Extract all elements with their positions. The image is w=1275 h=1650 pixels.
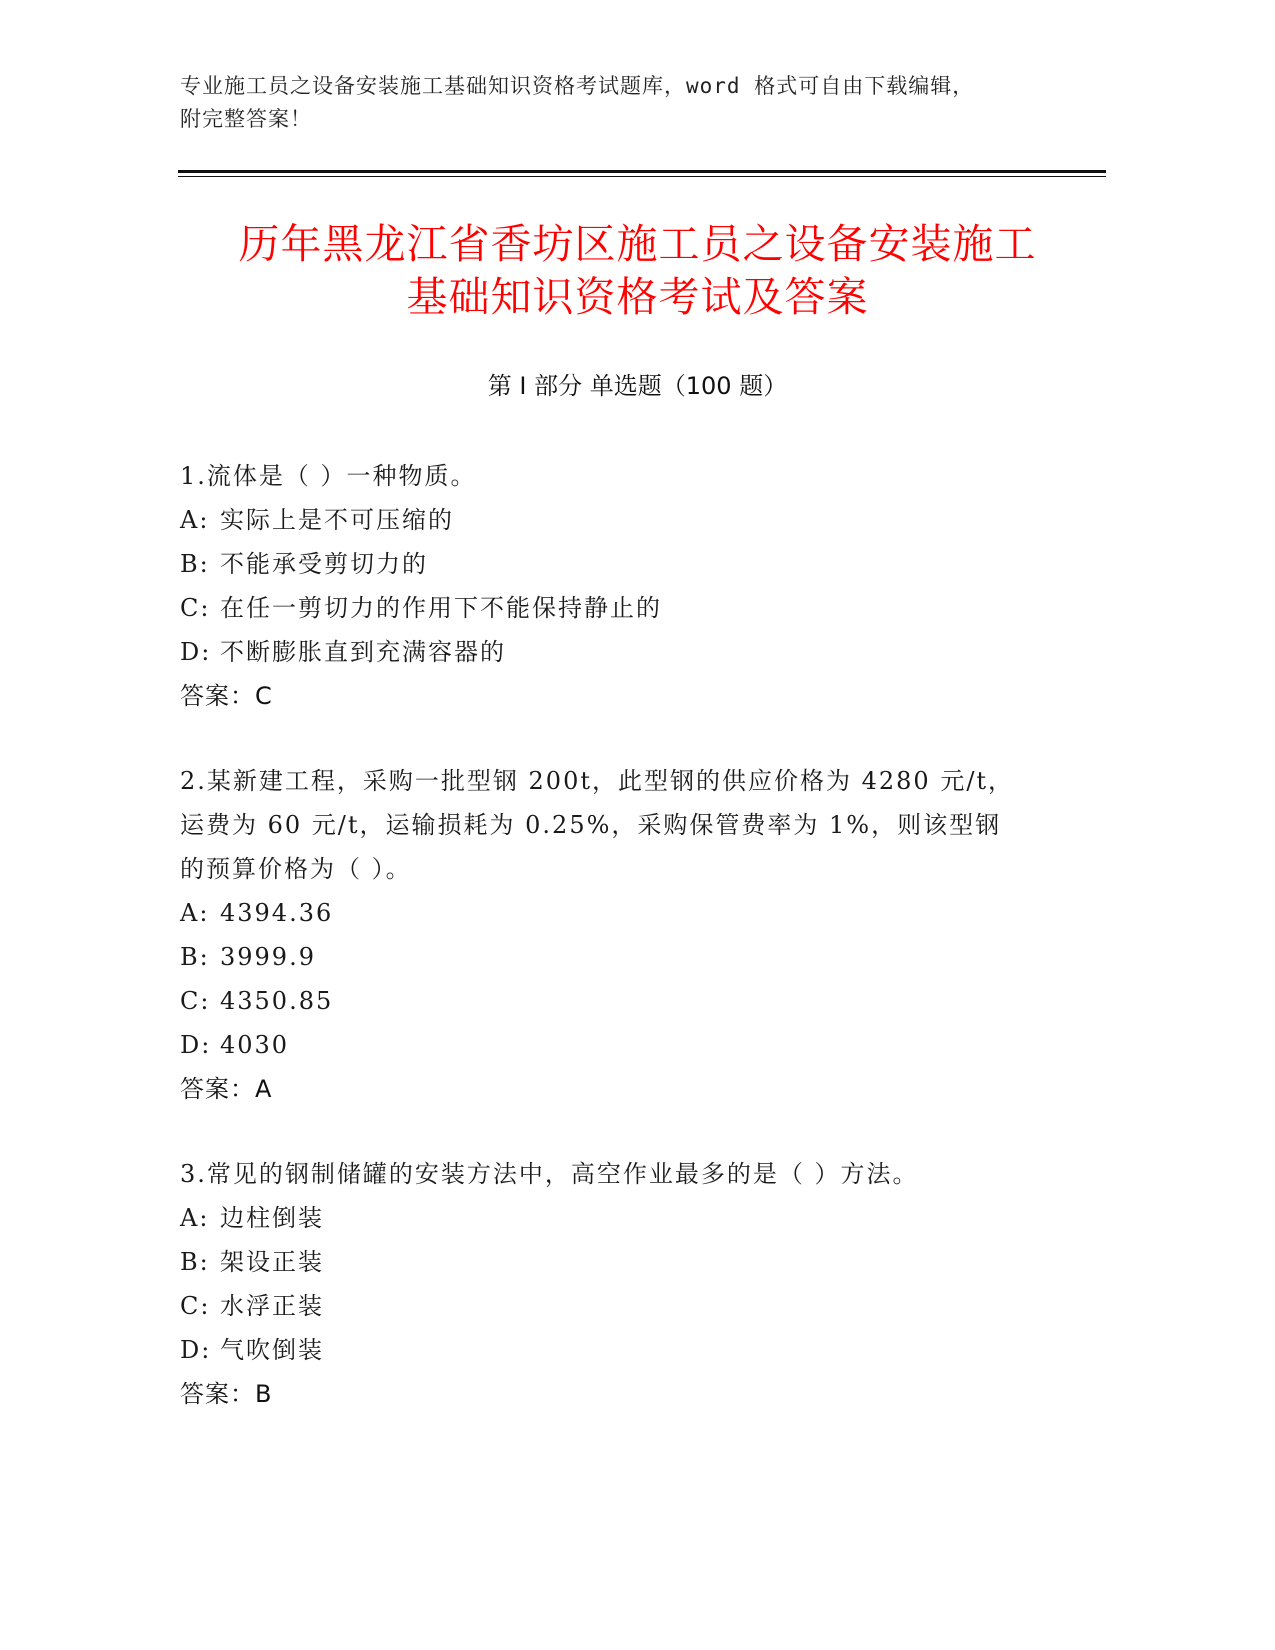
option-text: 架设正装	[220, 1248, 324, 1276]
answer-line	[180, 1372, 1040, 1416]
document-title-line2: 基础知识资格考试及答案	[406, 273, 869, 321]
question-text: 3.常见的钢制储罐的安装方法中，高空作业最多的是（ ）方法。	[180, 1160, 919, 1188]
question-text: 1.流体是（ ）一种物质。	[180, 462, 477, 490]
option-d	[180, 630, 1040, 674]
document-title	[150, 218, 1125, 324]
option-text: 4350.85	[220, 987, 334, 1015]
option-text: 在任一剪切力的作用下不能保持静止的	[220, 594, 662, 622]
answer-line	[180, 1067, 1040, 1111]
option-text: 边柱倒装	[220, 1204, 324, 1232]
option-letter: C:	[180, 987, 211, 1015]
option-letter: D:	[180, 1336, 212, 1364]
option-letter: A:	[180, 1204, 210, 1232]
header-divider-thin	[178, 176, 1106, 177]
document-title-line1: 历年黑龙江省香坊区施工员之设备安装施工	[238, 220, 1037, 268]
question-2	[180, 759, 1040, 1111]
option-letter: A:	[180, 506, 210, 534]
question-3	[180, 1152, 1040, 1416]
option-text: 实际上是不可压缩的	[220, 506, 454, 534]
option-b	[180, 935, 1040, 979]
answer-prefix: 答案：	[180, 682, 255, 710]
option-c	[180, 586, 1040, 630]
option-letter: B:	[180, 550, 210, 578]
option-letter: D:	[180, 1031, 212, 1059]
option-letter: A:	[180, 899, 210, 927]
question-text-line1: 2.某新建工程，采购一批型钢 200t，此型钢的供应价格为 4280 元/t，	[180, 767, 1015, 795]
answer-value: C	[255, 682, 273, 710]
answer-prefix: 答案：	[180, 1380, 255, 1408]
question-text-line2: 运费为 60 元/t，运输损耗为 0.25%，采购保管费率为 1%，则该型钢	[180, 811, 1002, 839]
answer-value: A	[255, 1075, 273, 1103]
option-text: 水浮正装	[220, 1292, 324, 1320]
answer-prefix: 答案：	[180, 1075, 255, 1103]
option-text: 不断膨胀直到充满容器的	[220, 638, 506, 666]
option-letter: D:	[180, 638, 212, 666]
option-text: 不能承受剪切力的	[220, 550, 428, 578]
question-text-line3: 的预算价格为（ ）。	[180, 855, 412, 883]
option-c	[180, 979, 1040, 1023]
header-divider-thick	[178, 170, 1106, 173]
option-c	[180, 1284, 1040, 1328]
header-note-line1: 专业施工员之设备安装施工基础知识资格考试题库，word 格式可自由下载编辑，	[180, 74, 975, 98]
option-text: 气吹倒装	[220, 1336, 324, 1364]
option-b	[180, 542, 1040, 586]
question-list	[180, 454, 1040, 1457]
option-b	[180, 1240, 1040, 1284]
option-letter: B:	[180, 943, 210, 971]
question-1	[180, 454, 1040, 718]
option-a	[180, 498, 1040, 542]
option-a	[180, 1196, 1040, 1240]
option-text: 4394.36	[220, 899, 334, 927]
option-a	[180, 891, 1040, 935]
option-letter: C:	[180, 1292, 211, 1320]
option-text: 3999.9	[220, 943, 316, 971]
option-text: 4030	[220, 1031, 290, 1059]
option-letter: C:	[180, 594, 211, 622]
option-letter: B:	[180, 1248, 210, 1276]
option-d	[180, 1023, 1040, 1067]
answer-line	[180, 674, 1040, 718]
answer-value: B	[255, 1380, 273, 1408]
option-d	[180, 1328, 1040, 1372]
header-note	[180, 70, 1100, 136]
section-title: 第 I 部分 单选题（100 题）	[487, 372, 788, 400]
header-note-line2: 附完整答案！	[180, 107, 312, 131]
